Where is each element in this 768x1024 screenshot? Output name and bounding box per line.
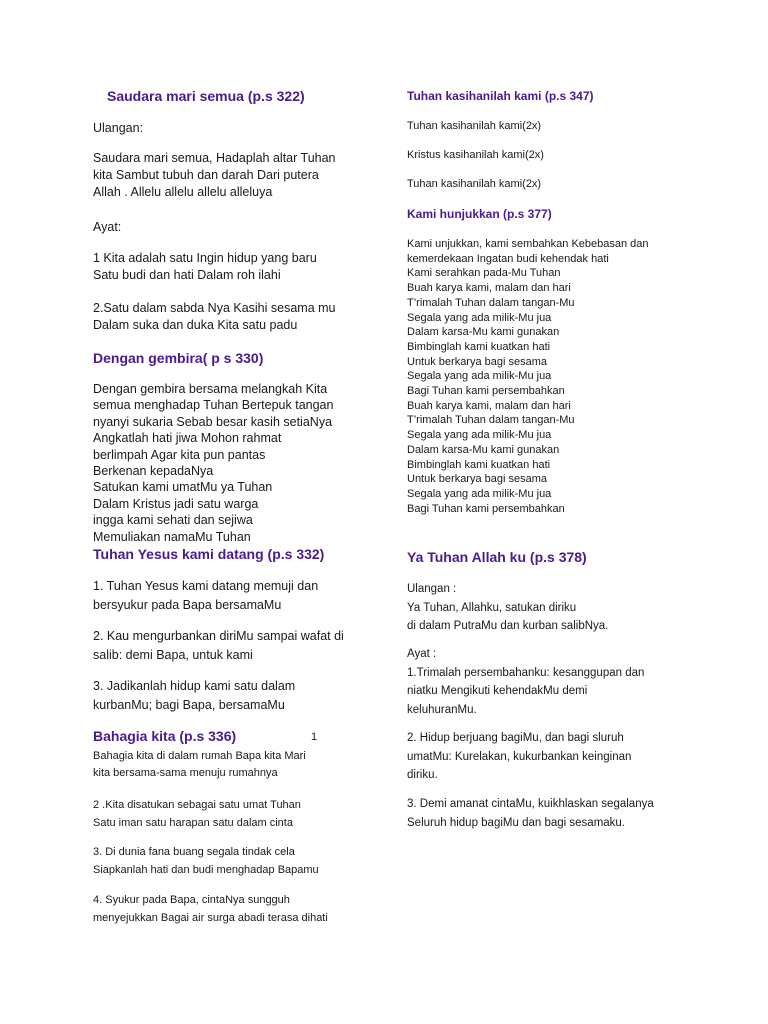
lyric-line: Allah . Allelu allelu allelu alleluya [93, 185, 273, 199]
lyric-line: Ayat : [407, 648, 437, 660]
ulangan-text [93, 150, 336, 201]
lyric-line: Kristus kasihanilah kami(2x) [407, 149, 544, 161]
lyric-line: salib: demi Bapa, untuk kami [93, 648, 253, 662]
lyric-line: Satu budi dan hati Dalam roh ilahi [93, 268, 281, 282]
verse [93, 891, 328, 927]
lyric-line: 3. Di dunia fana buang segala tindak cela [93, 846, 295, 858]
lyric-line: Dengan gembira bersama melangkah Kita [93, 382, 328, 396]
lyric-line: 1.Trimalah persembahanku: kesanggupan dan [407, 666, 645, 679]
lyric-line: Untuk berkarya bagi sesama [407, 473, 548, 486]
verse [93, 300, 336, 334]
lyric-line: 2. Kau mengurbankan diriMu sampai wafat di [93, 629, 344, 643]
verse [407, 645, 644, 719]
lyric-line: Segala yang ada milik-Mu jua [407, 487, 552, 500]
song-title: Dengan gembira( p s 330) [93, 350, 264, 366]
lyric-line: umatMu: Kurelakan, kukurbankan keinginan [407, 750, 632, 763]
lyric-line: diriku. [407, 769, 438, 781]
lyric-line: niatku Mengikuti kehendakMu demi [407, 685, 588, 697]
lyric-line: Dalam karsa-Mu kami gunakan [407, 326, 560, 339]
lyric-line: Siapkanlah hati dan budi menghadap Bapamu [93, 864, 319, 876]
lyric-line: menyejukkan Bagai air surga abadi terasa dihati [93, 912, 328, 924]
lyric-line: 2. Hidup berjuang bagiMu, dan bagi sluruh [407, 732, 624, 744]
verse [93, 796, 301, 832]
lyric-line: 1 Kita adalah satu Ingin hidup yang baru [93, 251, 317, 265]
lyric-line: Buah karya kami, malam dan hari [407, 282, 571, 295]
lyric-line: kita Sambut tubuh dan darah Dari putera [93, 168, 319, 182]
lyric-line: Tuhan kasihanilah kami(2x) [407, 120, 542, 132]
lyric-line: nyanyi sukaria Sebab besar kasih setiaNya [93, 414, 333, 429]
lyric-line: Memuliakan namaMu Tuhan [93, 529, 251, 544]
lyric-line: bersyukur pada Bapa bersamaMu [93, 598, 282, 612]
lyric-line: T’rimalah Tuhan dalam tangan-Mu [407, 414, 575, 427]
lyric-line: Berkenan kepadaNya [93, 464, 214, 479]
lyric-line: Kami serahkan pada-Mu Tuhan [407, 267, 561, 280]
verse [93, 577, 318, 615]
verse [93, 627, 344, 665]
lyric-line: 3. Demi amanat cintaMu, kuikhlaskan segalanya [407, 798, 654, 810]
lyric-line: Bimbinglah kami kuatkan hati [407, 458, 551, 471]
lyric-line: Dalam Kristus jadi satu warga [93, 496, 259, 511]
verse-number-marker: 1 [311, 731, 318, 743]
lyric-line: Bagi Tuhan kami persembahkan [407, 502, 565, 515]
lyric-line: ingga kami sehati dan sejiwa [93, 513, 253, 528]
song-title: Kami hunjukkan (p.s 377) [407, 207, 552, 221]
lyric-line: berlimpah Agar kita pun pantas [93, 447, 266, 462]
lyric-line: Satu iman satu harapan satu dalam cinta [93, 817, 293, 829]
ulangan-label: Ulangan: [93, 121, 144, 135]
lyric-line: Bimbinglah kami kuatkan hati [407, 340, 551, 353]
lyric-line: semua menghadap Tuhan Bertepuk tangan [93, 398, 334, 413]
song-title: Tuhan Yesus kami datang (p.s 332) [93, 546, 325, 562]
verse [407, 729, 631, 785]
lyric-line: Segala yang ada milik-Mu jua [407, 311, 552, 324]
song-title: Saudara mari semua (p.s 322) [107, 88, 305, 104]
verse [93, 748, 306, 782]
lyric-line: Kami unjukkan, kami sembahkan Kebebasan dan [407, 238, 649, 250]
lyrics-block [93, 381, 333, 545]
lyric-line: Satukan kami umatMu ya Tuhan [93, 480, 273, 495]
song-title: Ya Tuhan Allah ku (p.s 378) [407, 549, 587, 565]
lyric-line: Untuk berkarya bagi sesama [407, 355, 548, 368]
lyric-line: Bagi Tuhan kami persembahkan [407, 385, 565, 398]
verse [407, 795, 654, 832]
ayat-label: Ayat: [93, 220, 122, 234]
lyric-line: Bahagia kita di dalam rumah Bapa kita Mari [93, 750, 306, 762]
lyric-line: Tuhan kasihanilah kami(2x) [407, 178, 542, 190]
lyric-line: kemerdekaan Ingatan budi kehendak hati [407, 252, 609, 265]
lyric-line: keluhuranMu. [407, 703, 477, 716]
lyric-line: kita bersama-sama menuju rumahnya [93, 767, 278, 779]
lyric-line: Dalam suka dan duka Kita satu padu [93, 318, 298, 332]
lyrics-block [407, 237, 649, 516]
verse [93, 677, 295, 715]
lyric-line: Ulangan : [407, 583, 457, 595]
lyric-line: 1. Tuhan Yesus kami datang memuji dan [93, 579, 319, 593]
song-title: Bahagia kita (p.s 336) [93, 728, 237, 744]
song-title: Tuhan kasihanilah kami (p.s 347) [407, 89, 594, 103]
lyric-line: 2.Satu dalam sabda Nya Kasihi sesama mu [93, 301, 336, 315]
lyric-line: T’rimalah Tuhan dalam tangan-Mu [407, 296, 575, 309]
lyric-line: Dalam karsa-Mu kami gunakan [407, 443, 560, 456]
lyric-line: Angkatlah hati jiwa Mohon rahmat [93, 431, 282, 446]
lyric-line: Buah karya kami, malam dan hari [407, 399, 571, 412]
lyric-line: Segala yang ada milik-Mu jua [407, 429, 552, 442]
ulangan-text [407, 580, 608, 636]
lyric-line: 2 .Kita disatukan sebagai satu umat Tuhan [93, 799, 301, 811]
lyric-line: Ya Tuhan, Allahku, satukan diriku [407, 601, 577, 614]
verse [93, 843, 319, 879]
verse [93, 250, 317, 284]
lyric-line: kurbanMu; bagi Bapa, bersamaMu [93, 698, 285, 712]
lyric-line: di dalam PutraMu dan kurban salibNya. [407, 620, 609, 632]
lyric-line: 4. Syukur pada Bapa, cintaNya sungguh [93, 894, 290, 906]
lyric-line: Segala yang ada milik-Mu jua [407, 370, 552, 383]
lyric-line: 3. Jadikanlah hidup kami satu dalam [93, 679, 296, 693]
lyric-line: Seluruh hidup bagiMu dan bagi sesamaku. [407, 816, 626, 829]
lyric-line: Saudara mari semua, Hadaplah altar Tuhan [93, 151, 336, 165]
